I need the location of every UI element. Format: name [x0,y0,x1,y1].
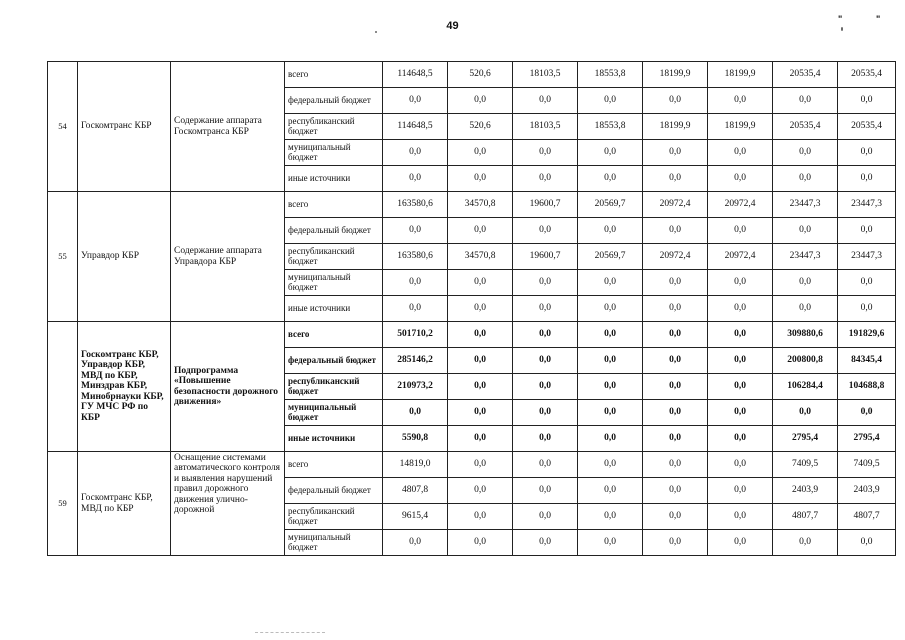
amount-cell: 0,0 [578,426,643,452]
amount-cell: 0,0 [708,270,773,296]
amount-cell: 23447,3 [773,192,838,218]
budget-table-body [48,62,896,556]
amount-cell: 0,0 [838,88,896,114]
event-cell: Оснащение системами автоматического контроля и выявления нарушений правил дорожного движения улично-дорожной [171,452,285,556]
amount-cell: 34570,8 [448,192,513,218]
amount-cell: 0,0 [773,88,838,114]
amount-cell: 0,0 [448,374,513,400]
amount-cell: 0,0 [513,270,578,296]
source-label: республиканский бюджет [285,114,383,140]
amount-cell: 106284,4 [773,374,838,400]
amount-cell: 0,0 [513,218,578,244]
amount-cell: 7409,5 [773,452,838,478]
amount-cell: 114648,5 [383,114,448,140]
amount-cell: 0,0 [708,322,773,348]
amount-cell: 0,0 [448,166,513,192]
source-label: всего [285,322,383,348]
amount-cell: 34570,8 [448,244,513,270]
amount-cell: 0,0 [578,400,643,426]
amount-cell: 0,0 [513,88,578,114]
amount-cell: 0,0 [643,400,708,426]
amount-cell: 18103,5 [513,62,578,88]
faint-mark [255,632,325,636]
row-number: 54 [48,62,78,192]
amount-cell: 0,0 [643,296,708,322]
amount-cell: 0,0 [448,452,513,478]
amount-cell: 23447,3 [838,192,896,218]
amount-cell: 0,0 [513,530,578,556]
amount-cell: 0,0 [773,530,838,556]
executor-cell: Управдор КБР [78,192,171,322]
amount-cell: 2403,9 [838,478,896,504]
amount-cell: 0,0 [513,452,578,478]
executor-cell: Госкомтранс КБР, Управдор КБР, МВД по КБР, Минздрав КБР, Минобрнауки КБР, ГУ МЧС РФ по КБР [78,322,171,452]
amount-cell: 0,0 [578,322,643,348]
amount-cell: 0,0 [383,218,448,244]
amount-cell: 0,0 [773,166,838,192]
amount-cell: 2403,9 [773,478,838,504]
amount-cell: 0,0 [708,504,773,530]
amount-cell: 19600,7 [513,244,578,270]
scan-speck [375,31,377,33]
amount-cell: 0,0 [643,478,708,504]
amount-cell: 200800,8 [773,348,838,374]
source-label: иные источники [285,296,383,322]
amount-cell: 0,0 [383,530,448,556]
source-label: всего [285,192,383,218]
amount-cell: 18199,9 [643,62,708,88]
source-label: муниципальный бюджет [285,270,383,296]
amount-cell: 0,0 [708,166,773,192]
amount-cell: 0,0 [708,374,773,400]
amount-cell: 191829,6 [838,322,896,348]
amount-cell: 0,0 [513,374,578,400]
amount-cell: 0,0 [578,140,643,166]
amount-cell: 0,0 [643,140,708,166]
amount-cell: 0,0 [643,270,708,296]
amount-cell: 18199,9 [708,114,773,140]
amount-cell: 20535,4 [838,114,896,140]
amount-cell: 0,0 [513,504,578,530]
source-label: федеральный бюджет [285,478,383,504]
corner-mark-right: " [876,14,881,24]
amount-cell: 0,0 [773,218,838,244]
amount-cell: 0,0 [578,530,643,556]
amount-cell: 0,0 [773,400,838,426]
amount-cell: 0,0 [448,218,513,244]
amount-cell: 18553,8 [578,62,643,88]
amount-cell: 14819,0 [383,452,448,478]
amount-cell: 0,0 [708,530,773,556]
amount-cell: 20535,4 [773,62,838,88]
amount-cell: 18199,9 [643,114,708,140]
source-label: республиканский бюджет [285,244,383,270]
amount-cell: 0,0 [838,140,896,166]
table-row [48,62,896,88]
amount-cell: 0,0 [838,296,896,322]
amount-cell: 19600,7 [513,192,578,218]
source-label: федеральный бюджет [285,218,383,244]
amount-cell: 20535,4 [838,62,896,88]
amount-cell: 20972,4 [708,192,773,218]
amount-cell: 0,0 [578,504,643,530]
amount-cell: 2795,4 [773,426,838,452]
source-label: федеральный бюджет [285,88,383,114]
table-row [48,322,896,348]
amount-cell: 18199,9 [708,62,773,88]
amount-cell: 0,0 [708,296,773,322]
amount-cell: 0,0 [643,348,708,374]
amount-cell: 0,0 [578,166,643,192]
amount-cell: 0,0 [513,400,578,426]
amount-cell: 163580,6 [383,192,448,218]
amount-cell: 0,0 [383,400,448,426]
amount-cell: 0,0 [643,530,708,556]
amount-cell: 520,6 [448,62,513,88]
amount-cell: 0,0 [578,88,643,114]
amount-cell: 0,0 [643,504,708,530]
table-row [48,452,896,478]
amount-cell: 0,0 [383,140,448,166]
amount-cell: 20569,7 [578,192,643,218]
amount-cell: 0,0 [448,426,513,452]
amount-cell: 0,0 [448,348,513,374]
row-number: 59 [48,452,78,556]
amount-cell: 0,0 [448,322,513,348]
source-label: муниципальный бюджет [285,140,383,166]
amount-cell: 84345,4 [838,348,896,374]
row-number [48,322,78,452]
amount-cell: 0,0 [643,166,708,192]
event-cell: Содержание аппарата Госкомтранса КБР [171,62,285,192]
amount-cell: 0,0 [513,296,578,322]
event-cell: Подпрограмма «Повышение безопасности дорожного движения» [171,322,285,452]
amount-cell: 5590,8 [383,426,448,452]
amount-cell: 0,0 [578,478,643,504]
amount-cell: 0,0 [448,504,513,530]
amount-cell: 0,0 [643,452,708,478]
amount-cell: 0,0 [838,270,896,296]
source-label: иные источники [285,426,383,452]
amount-cell: 0,0 [578,270,643,296]
amount-cell: 0,0 [773,140,838,166]
amount-cell: 0,0 [448,400,513,426]
page-number: 49 [446,20,459,32]
amount-cell: 0,0 [448,270,513,296]
amount-cell: 0,0 [578,218,643,244]
amount-cell: 2795,4 [838,426,896,452]
amount-cell: 0,0 [708,140,773,166]
amount-cell: 0,0 [773,270,838,296]
amount-cell: 0,0 [513,166,578,192]
amount-cell: 0,0 [448,530,513,556]
amount-cell: 18103,5 [513,114,578,140]
amount-cell: 0,0 [513,426,578,452]
amount-cell: 0,0 [838,400,896,426]
amount-cell: 0,0 [643,322,708,348]
amount-cell: 0,0 [383,296,448,322]
amount-cell: 285146,2 [383,348,448,374]
amount-cell: 9615,4 [383,504,448,530]
amount-cell: 0,0 [578,296,643,322]
source-label: всего [285,452,383,478]
amount-cell: 0,0 [838,166,896,192]
amount-cell: 163580,6 [383,244,448,270]
amount-cell: 114648,5 [383,62,448,88]
source-label: республиканский бюджет [285,504,383,530]
amount-cell: 7409,5 [838,452,896,478]
amount-cell: 20535,4 [773,114,838,140]
amount-cell: 0,0 [643,426,708,452]
row-number: 55 [48,192,78,322]
event-cell: Содержание аппарата Управдора КБР [171,192,285,322]
amount-cell: 0,0 [383,166,448,192]
source-label: муниципальный бюджет [285,400,383,426]
scan-speck [841,27,843,31]
amount-cell: 0,0 [513,348,578,374]
budget-table [47,61,896,556]
amount-cell: 0,0 [448,140,513,166]
amount-cell: 210973,2 [383,374,448,400]
table-row [48,192,896,218]
amount-cell: 4807,8 [383,478,448,504]
amount-cell: 0,0 [708,348,773,374]
amount-cell: 0,0 [383,270,448,296]
amount-cell: 4807,7 [838,504,896,530]
amount-cell: 309880,6 [773,322,838,348]
amount-cell: 0,0 [773,296,838,322]
amount-cell: 23447,3 [838,244,896,270]
amount-cell: 0,0 [643,218,708,244]
amount-cell: 0,0 [513,478,578,504]
executor-cell: Госкомтранс КБР, МВД по КБР [78,452,171,556]
amount-cell: 0,0 [578,452,643,478]
source-label: всего [285,62,383,88]
amount-cell: 0,0 [448,478,513,504]
amount-cell: 0,0 [708,400,773,426]
amount-cell: 20569,7 [578,244,643,270]
source-label: республиканский бюджет [285,374,383,400]
amount-cell: 0,0 [643,374,708,400]
amount-cell: 0,0 [708,88,773,114]
amount-cell: 0,0 [708,452,773,478]
amount-cell: 20972,4 [708,244,773,270]
amount-cell: 0,0 [578,374,643,400]
source-label: муниципальный бюджет [285,530,383,556]
amount-cell: 0,0 [578,348,643,374]
amount-cell: 104688,8 [838,374,896,400]
amount-cell: 0,0 [513,322,578,348]
amount-cell: 0,0 [448,88,513,114]
amount-cell: 0,0 [383,88,448,114]
source-label: федеральный бюджет [285,348,383,374]
amount-cell: 18553,8 [578,114,643,140]
amount-cell: 520,6 [448,114,513,140]
executor-cell: Госкомтранс КБР [78,62,171,192]
amount-cell: 0,0 [513,140,578,166]
amount-cell: 0,0 [708,478,773,504]
corner-mark-left: " [838,14,843,24]
amount-cell: 0,0 [643,88,708,114]
amount-cell: 0,0 [708,426,773,452]
source-label: иные источники [285,166,383,192]
amount-cell: 0,0 [708,218,773,244]
amount-cell: 20972,4 [643,192,708,218]
amount-cell: 20972,4 [643,244,708,270]
amount-cell: 0,0 [838,218,896,244]
amount-cell: 0,0 [838,530,896,556]
amount-cell: 4807,7 [773,504,838,530]
amount-cell: 501710,2 [383,322,448,348]
amount-cell: 0,0 [448,296,513,322]
amount-cell: 23447,3 [773,244,838,270]
